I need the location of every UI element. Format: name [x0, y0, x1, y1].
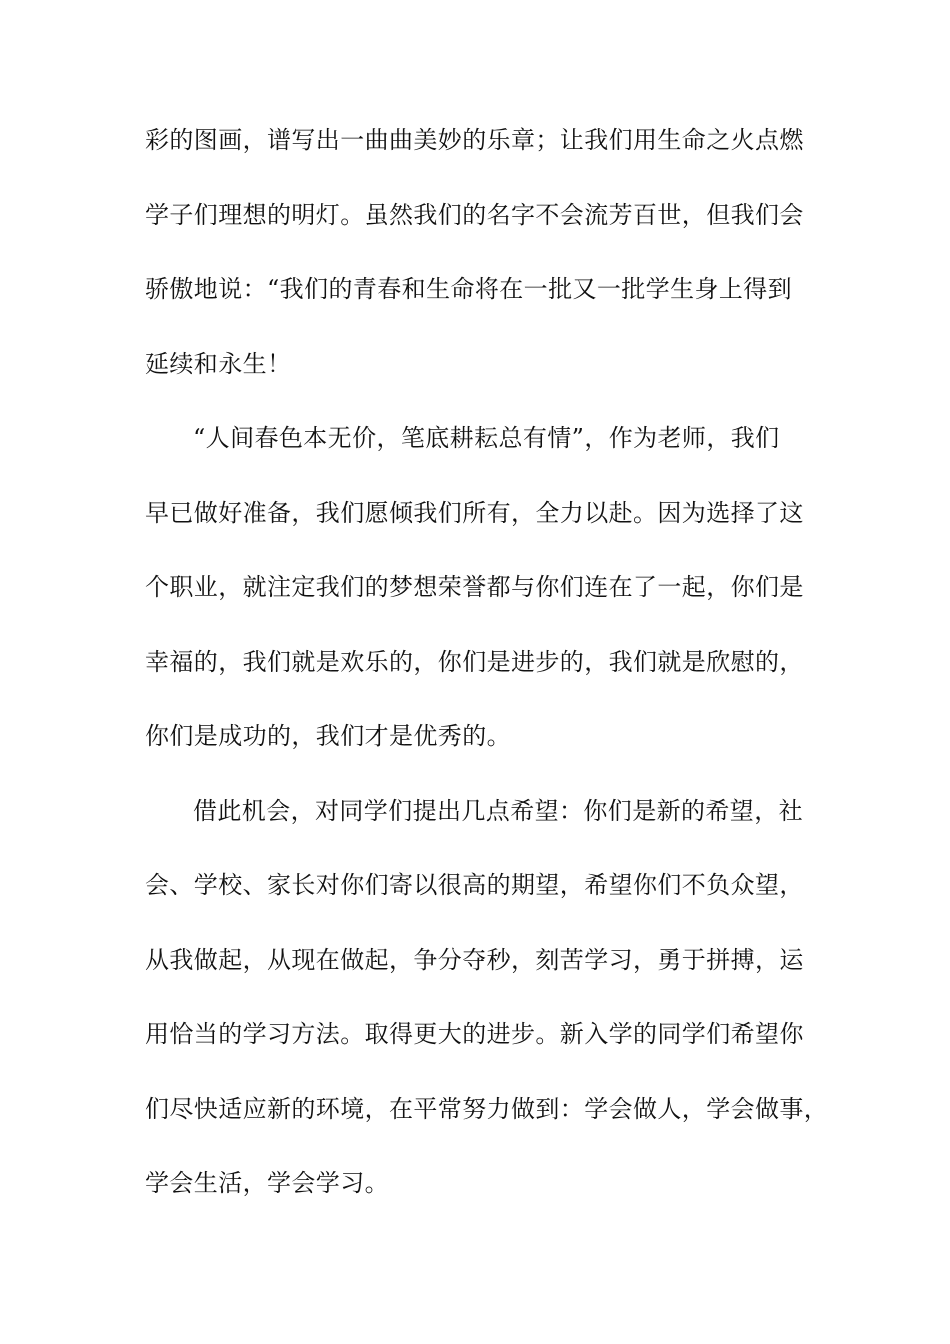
text-line-1: 彩的图画，谱写出一曲曲美妙的乐章；让我们用生命之火点燃	[145, 126, 804, 154]
text-line-8: 幸福的，我们就是欢乐的，你们是进步的，我们就是欣慰的，	[145, 647, 804, 676]
text-line-10: 借此机会，对同学们提出几点希望：你们是新的希望，社	[193, 796, 803, 825]
text-line-13: 用恰当的学习方法。取得更大的进步。新入学的同学们希望你	[145, 1020, 804, 1048]
text-line-2: 学子们理想的明灯。虽然我们的名字不会流芳百世，但我们会	[145, 200, 804, 229]
text-line-5: “人间春色本无价，笔底耕耘总有情”，作为老师，我们	[193, 424, 780, 452]
document-body	[145, 126, 829, 1246]
text-line-15: 学会生活，学会学习。	[145, 1169, 389, 1197]
text-line-14: 们尽快适应新的环境，在平常努力做到：学会做人，学会做事，	[145, 1094, 829, 1123]
text-line-4: 延续和永生！	[145, 349, 292, 378]
text-line-3: 骄傲地说：“我们的青春和生命将在一批又一批学生身上得到	[145, 275, 793, 303]
text-line-11: 会、学校、家长对你们寄以很高的期望，希望你们不负众望，	[145, 871, 804, 899]
text-line-6: 早已做好准备，我们愿倾我们所有，全力以赴。因为选择了这	[145, 498, 804, 527]
text-line-7: 个职业，就注定我们的梦想荣誉都与你们连在了一起，你们是	[145, 573, 804, 601]
text-line-9: 你们是成功的，我们才是优秀的。	[145, 722, 511, 750]
text-line-12: 从我做起，从现在做起，争分夺秒，刻苦学习，勇于拼搏，运	[145, 945, 804, 974]
